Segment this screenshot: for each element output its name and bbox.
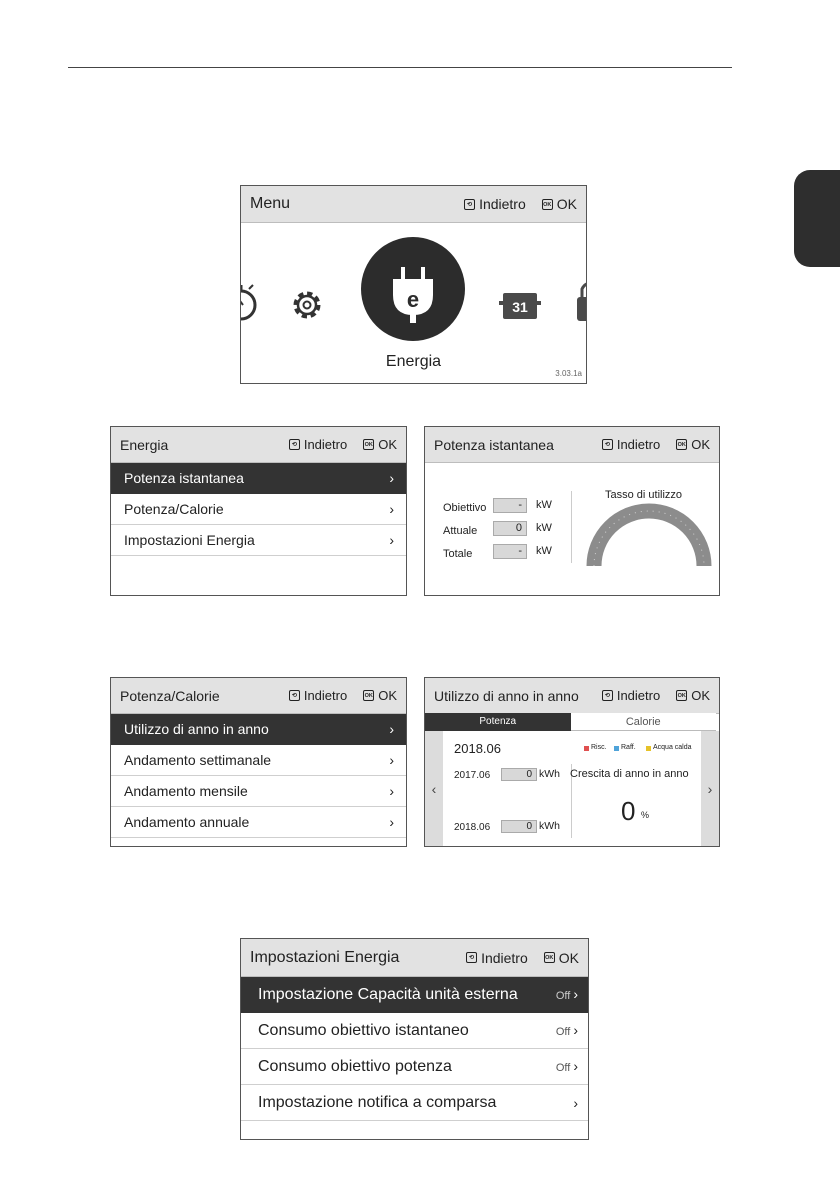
potenza-title: Potenza istantanea [434,436,554,453]
list-item[interactable] [241,1049,588,1085]
growth-unit: % [641,810,650,820]
chevron-right-icon: › [573,1094,578,1111]
potenza-istantanea-screen [424,426,720,596]
legend-swatch-raff [614,746,619,751]
divider [571,491,572,563]
list-item-label: Impostazione notifica a comparsa [258,1093,497,1111]
chevron-right-icon[interactable]: › [701,731,719,846]
chevron-right-icon: › [389,783,394,799]
chevron-left-icon[interactable]: ‹ [425,731,443,846]
timer-icon[interactable] [241,285,255,319]
list-item-label: Impostazione Capacità unità esterna [258,985,518,1003]
lock-icon[interactable] [577,284,586,321]
tab-potenza[interactable]: Potenza [425,713,571,731]
potenza-calorie-title: Potenza/Calorie [120,687,220,704]
year2-unit: kWh [539,820,560,832]
chapter-side-tab [794,170,840,267]
legend-acqua-calda: Acqua calda [653,744,692,751]
legend-swatch-acqua [646,746,651,751]
totale-value: - [493,544,527,559]
chevron-right-icon: › [389,470,394,486]
ok-icon[interactable]: OK [363,439,374,450]
potenza-calorie-menu-screen [110,677,407,847]
attuale-label: Attuale [443,525,478,537]
list-item[interactable] [111,807,406,838]
list-item[interactable] [241,1013,588,1049]
back-arrow-icon[interactable]: ⟲ [289,690,300,701]
obiettivo-unit: kW [536,499,552,511]
tab-calorie[interactable]: Calorie [571,713,717,731]
year1-value: 0 [501,768,537,781]
list-item-label: Utilizzo di anno in anno [124,721,269,737]
list-item-label: Andamento mensile [124,783,248,799]
header-controls [602,437,710,452]
year1-unit: kWh [539,768,560,780]
list-item-label: Andamento annuale [124,814,250,830]
list-item[interactable] [111,714,406,745]
list-item[interactable] [241,977,588,1013]
potenza-calorie-header [111,678,406,714]
ok-icon[interactable]: OK [676,690,687,701]
menu-title: Menu [250,195,291,212]
impostazioni-title: Impostazioni Energia [250,948,400,966]
gear-icon[interactable] [296,294,318,316]
totale-label: Totale [443,548,473,560]
calendar-icon[interactable] [499,293,541,319]
obiettivo-label: Obiettivo [443,502,487,514]
energia-menu-screen [110,426,407,596]
growth-value: 0 [621,796,636,826]
header-controls [289,437,397,452]
obiettivo-value: - [493,498,527,513]
impostazioni-energia-screen [240,938,589,1140]
tab-bar [425,713,719,731]
ok-icon[interactable]: OK [363,690,374,701]
list-item[interactable] [111,463,406,494]
attuale-unit: kW [536,522,552,534]
back-arrow-icon[interactable]: ⟲ [289,439,300,450]
header-controls [466,950,579,966]
ok-label[interactable]: OK [691,688,710,703]
impostazioni-header [241,939,588,977]
ok-icon[interactable]: OK [542,199,553,210]
back-label[interactable]: Indietro [481,949,528,966]
list-item-label: Andamento settimanale [124,752,272,768]
year1-label: 2017.06 [454,770,491,781]
list-item-label: Consumo obiettivo potenza [258,1057,452,1075]
ok-label[interactable]: OK [378,688,397,703]
chevron-right-icon: › [389,721,394,737]
list-item[interactable] [111,525,406,556]
legend-raff: Raff. [621,744,636,751]
utilizzo-anno-screen [424,677,720,847]
page-top-rule [68,67,732,68]
list-item-label: Consumo obiettivo istantaneo [258,1021,469,1039]
ok-label[interactable]: OK [556,196,577,212]
attuale-value: 0 [493,521,527,536]
back-arrow-icon[interactable]: ⟲ [602,439,613,450]
chevron-right-icon: › [573,985,578,1002]
year2-label: 2018.06 [454,822,491,833]
list-item-label: Impostazioni Energia [124,532,255,548]
legend-swatch-risc [584,746,589,751]
growth-title: Crescita di anno in anno [570,768,689,780]
totale-unit: kW [536,545,552,557]
ok-label[interactable]: OK [378,437,397,452]
chevron-right-icon: › [389,501,394,517]
back-arrow-icon[interactable]: ⟲ [602,690,613,701]
gauge-title: Tasso di utilizzo [605,489,683,501]
chevron-right-icon: › [389,532,394,548]
header-controls [464,196,577,212]
status-value: Off [555,1025,571,1038]
list-item[interactable] [111,745,406,776]
menu-item-label: Energia [385,353,442,370]
svg-text:e: e [406,287,420,312]
version-text: 3.03.1a [555,369,582,378]
back-label[interactable]: Indietro [303,437,348,452]
menu-header [241,186,586,223]
utilizzo-header [425,678,719,714]
list-item[interactable] [111,494,406,525]
back-label[interactable]: Indietro [303,688,348,703]
ok-icon[interactable]: OK [676,439,687,450]
header-controls [289,688,397,703]
chevron-right-icon: › [573,1057,578,1074]
chevron-right-icon: › [573,1021,578,1038]
back-arrow-icon[interactable]: ⟲ [466,952,477,963]
status-value: Off [555,1061,571,1074]
energia-header [111,427,406,463]
list-item[interactable] [241,1085,588,1121]
ok-label[interactable]: OK [558,949,579,966]
year2-value: 0 [501,820,537,833]
menu-carousel [241,223,586,383]
usage-gauge [584,501,714,571]
date-label: 2018.06 [454,741,501,756]
back-label[interactable]: Indietro [616,437,661,452]
menu-screen [240,185,587,384]
chevron-right-icon: › [389,752,394,768]
status-value: Off [555,989,571,1002]
legend-risc: Risc. [591,744,607,751]
energy-plug-icon[interactable] [361,237,465,341]
calendar-day: 31 [512,299,528,315]
utilizzo-title: Utilizzo di anno in anno [434,687,579,704]
back-label[interactable]: Indietro [479,196,526,212]
back-label[interactable]: Indietro [616,688,661,703]
header-controls [602,688,710,703]
back-arrow-icon[interactable]: ⟲ [464,199,475,210]
list-item[interactable] [111,776,406,807]
list-item-label: Potenza/Calorie [124,501,224,517]
list-item-label: Potenza istantanea [124,470,244,486]
ok-label[interactable]: OK [691,437,710,452]
energia-title: Energia [120,436,169,453]
ok-icon[interactable]: OK [544,952,555,963]
chevron-right-icon: › [389,814,394,830]
potenza-header [425,427,719,463]
